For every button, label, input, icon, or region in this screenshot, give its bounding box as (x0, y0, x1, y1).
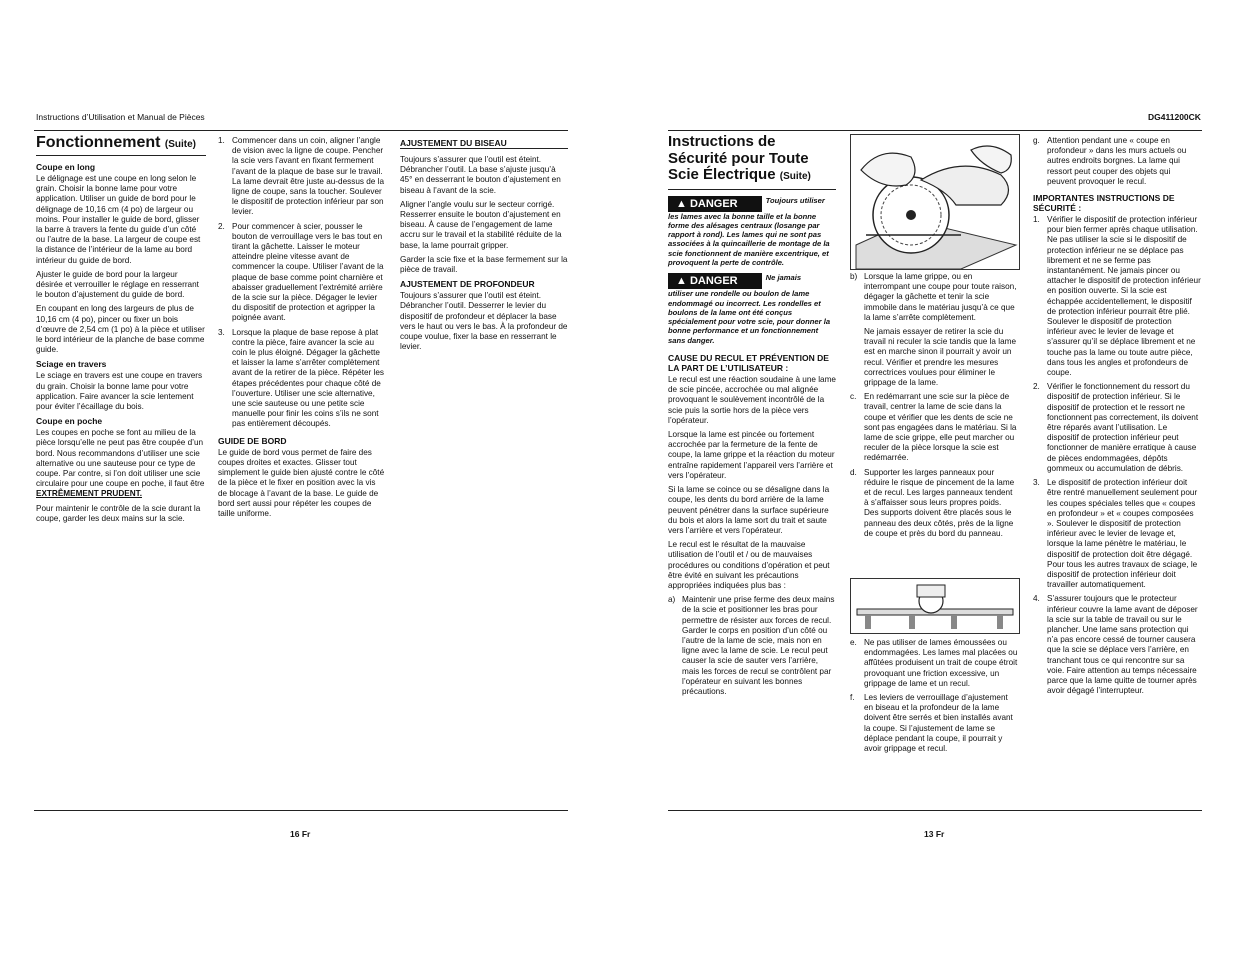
heading-sciage-en-travers: Sciage en travers (36, 359, 107, 370)
paragraph: Le recul est une réaction soudaine à une lame de scie pincée, accrochée ou mal alignée provoquant le soulèvement incontrôlé de la scie puis la sortie hors de la pièce vers l’opérateur. (668, 375, 836, 425)
danger-notice-1: ▲ DANGER Toujours utiliser les lames avec la bonne taille et la bonne forme des alésages centraux (losange par rapport à rond). Les lames qui ne sont pas associées à la quincaillerie de montage de la scie fonctionnent de manière excentrique, et provoquent la perte de contrôle. (668, 195, 830, 267)
list-item: a) Maintenir une prise ferme des deux mains de la scie et positionner les bras pour permettre de résister aux forces de recul. Garder le corps en position d’un côté ou l’autre de la lame de scie, mais non en ligne avec la lame de scie. Le recul peut causer la scie de sauter vers l’arrière, mais les forces de recul se contrôlent par l’opérateur en suivant les bonnes précautions. (668, 595, 835, 696)
heading-coupe-en-long: Coupe en long (36, 162, 96, 172)
right-col-3 (1033, 136, 1201, 700)
list-item: f. Les leviers de verrouillage d’ajustement en biseau et la profondeur de la lame doivent être serrés et bien installés avant la coupe. Si l’ajustement de lame se déplace pendant la coupe, il pourrait y avoir grippage et recul. (850, 693, 1013, 754)
paragraph: Toujours s’assurer que l’outil est éteint. Débrancher l’outil. La base s’ajuste jusqu’à 45° en desserrant le bouton d’ajustement en biseau à l’avant de la scie. (400, 155, 561, 195)
paragraph: En coupant en long des largeurs de plus de 10,16 cm (4 po), pincer ou fixer un bois d’œuvre de 2,54 cm (1 po) à la pièce et utiliser le bord intérieur de la planche de base comme guide. (36, 304, 205, 355)
list-item: 4. S’assurer toujours que le protecteur inférieur couvre la lame avant de déposer la scie sur la table de travail ou sur le plancher. Une lame sans protection qui n’a pas encore cessé de tourner causera que la scie se déplace vers l’arrière, en tranchant tous ce qui rencontre sur sa voie. Faire attention au temps nécessaire parce que la lame quitte de tourner après avoir dégagé l’interrupteur. (1033, 594, 1198, 696)
heading-guide-de-bord: GUIDE DE BORD (218, 435, 287, 446)
list-item: c. En redémarrant une scie sur la pièce de travail, centrer la lame de scie dans la coupe et vérifier que les dents de scie ne sont pas engagées dans le matériau. Si la lame de scie grippe, elle peut marcher ou reculer de la pièce lorsque la scie est redémarrée. (850, 392, 1017, 463)
list-item: 3. Lorsque la plaque de base repose à plat contre la pièce, faire avancer la scie au coin le plus éloigné. Dégager la gâchette et laisser la lame s’arrêter complètement avant de la retirer de la pièce. Répéter les étapes précédentes pour chaque côté de l’ouverture. Utiliser une scie alternative, une scie sauteuse ou une petite scie manuelle pour finir les coins s’ils ne sont pas entièrement découpés. (218, 327, 385, 429)
heading-recul: CAUSE DU RECUL ET PRÉVENTION DE LA PART DE L’UTILISATEUR : (668, 353, 829, 374)
section-title: Fonctionnement (Suite) (36, 134, 196, 151)
left-col-1 (36, 134, 206, 528)
danger-label: ▲ DANGER (668, 196, 762, 212)
paragraph: Le délignage est une coupe en long selon le grain. Choisir la bonne lame pour votre application. Utiliser un guide de bord pour le délignage de 10,16 cm (4 po) de largeur ou moins. Pour installer le guide de bord, glisser la barre à travers la fente du guide d’un côté ou l’autre de la base. La largeur de coupe est la distance de l’intérieur de la lame au bord intérieur du guide de bord. (36, 174, 201, 265)
page-number-right: 13 Fr (924, 829, 945, 839)
list-item: 3. Le dispositif de protection inférieur doit être rentré manuellement seulement pour les coupes spéciales telles que « coupes en profondeur » et « coupes composées ». Soulever le dispositif de protection inférieur avec le levier de levage et, lorsque la lame pénètre le matériau, le dispositif de protection doit être dégagé. Pour tous les autres travaux de sciage, le dispositif de protection inférieur doit travailler automatiquement. (1033, 478, 1198, 590)
right-col-2 (850, 272, 1018, 543)
paragraph: Le recul est le résultat de la mauvaise utilisation de l’outil et / ou de mauvaises procédures ou conditions d’opération et peut être évité en suivant les précautions appropriées indiquées plus bas : (668, 540, 830, 590)
heading-profondeur: AJUSTEMENT DE PROFONDEUR (400, 279, 535, 290)
steps-list (218, 136, 386, 430)
paragraph: Si la lame se coince ou se désaligne dans la coupe, les dents du bord arrière de la lame peuvent pénétrer dans la surface supérieure du bois et alors la lame sort du trait et saute vers l’arrière et vers l’opérateur. (668, 485, 830, 535)
list-item: 1. Commencer dans un coin, aligner l’angle de vision avec la ligne de coupe. Pencher la scie vers l’avant en fixant fermement l’avant de la plaque de base sur le travail. La lame devrait être juste au-dessus de la ligne de coupe, sans la toucher. Soulever le dispositif de protection inférieur par son levier. (218, 136, 385, 217)
paragraph: Lorsque la lame est pincée ou fortement accrochée par la fermeture de la fente de coupe, la lame grippe et la réaction du moteur entraîne rapidement l’appareil vers l’arrière et vers l’opérateur. (668, 430, 835, 480)
heading-importantes: IMPORTANTES INSTRUCTIONS DE SÉCURITÉ : (1033, 193, 1175, 214)
left-col-3 (400, 134, 568, 356)
document-title: Instructions d’Utilisation et Manual de Pièces (36, 112, 205, 122)
heading-coupe-en-poche: Coupe en poche (36, 416, 103, 427)
model-number: DG411200CK (1148, 112, 1201, 122)
list-item: b) Lorsque la lame grippe, ou en interrompant une coupe pour toute raison, dégager la gâchette et tenir la scie immobile dans le matériau jusqu’à ce que la lame s’arrête complètement. Ne jamais essayer de retirer la scie du travail ni reculer la scie tandis que la lame est en marche sinon il pourrait y avoir un recul. Vérifier et prendre les mesures correctrices voulues pour éliminer le grippage de la lame. (850, 272, 1017, 388)
paragraph: Garder la scie fixe et la base fermement sur la pièce de travail. (400, 254, 568, 275)
list-item: 1. Vérifier le dispositif de protection inférieur pour bien fermer après chaque utilisation. Ne pas utiliser la scie si le dispositif de protection inférieur ne se déplace pas librement et ne se ferme pas instantanément. Ne jamais pincer ou attacher le dispositif de protection inférieur en position ouverte. Si la scie est échappée accidentellement, le dispositif de protection inférieur pourrait être plié. Soulever le dispositif de protection inférieur avec le levier de levage et s’assurer qu’il se déplace librement et ne touche pas la lame ou toute autre pièce, dans tous les angles et profondeurs de coupe. (1033, 215, 1201, 378)
danger-label: ▲ DANGER (668, 273, 762, 289)
paragraph: Le guide de bord vous permet de faire des coupes droites et exactes. Glisser tout simplement le guide bien ajusté contre le côté de la pièce et le fixer en position avec la vis de blocage à l’avant de la base. Le guide de bord sert aussi pour répéter les coupes de taille uniforme. (218, 447, 385, 518)
list-item: g. Attention pendant une « coupe en profondeur » dans les murs actuels ou autres endroits borgnes. La lame qui ressort peut couper des objets qui peuvent provoquer le recul. (1033, 136, 1187, 186)
list-item: 2. Vérifier le fonctionnement du ressort du dispositif de protection inférieur. Si le dispositif de protection et le ressort ne fonctionnent pas correctement, ils doivent être réparés avant l’utilisation. Le dispositif de protection inférieur peut fonctionner de manière erratique à cause de pièces endommagées, dépôts gommeux ou accumulation de débris. (1033, 382, 1199, 473)
paragraph: Pour maintenir le contrôle de la scie durant la coupe, garder les deux mains sur la scie. (36, 503, 201, 523)
precautions-list-2 (850, 638, 1018, 754)
left-col-2 (218, 136, 386, 523)
panel-support-icon (851, 579, 1019, 633)
paragraph: Aligner l’angle voulu sur le secteur corrigé. Resserrer ensuite le bouton d’ajustement en biseau. À cause de l’engagement de lame accru sur le travail et la stabilité réduite de la base, la lame pourrait gripper. (400, 199, 562, 250)
right-col-2b (850, 638, 1018, 758)
left-top-rule (34, 130, 568, 131)
right-col-1 (668, 134, 836, 701)
paragraph: Le sciage en travers est une coupe en travers du grain. Choisir la bonne lame pour votre application. Faire avancer la scie lentement pour éviter l’écaillage du bois. (36, 371, 203, 412)
danger-notice-2: ▲ DANGER Ne jamais utiliser une rondelle ou boulon de lame endommagé ou incorrect. Les rondelles et boulons de la lame ont été conçus spécialement pour votre scie, pour donner la bonne performance et un fonctionnement sans danger. (668, 273, 831, 345)
paragraph: Ajuster le guide de bord pour la largeur désirée et verrouiller le réglage en resserrant le bouton d’ajustement du guide de bord. (36, 269, 199, 300)
list-item: e. Ne pas utiliser de lames émoussées ou endommagées. Les lames mal placées ou affûtées produisent un trait de coupe étroit provoquant une friction excessive, un grippage de lame et un recul. (850, 638, 1018, 688)
paragraph: Toujours s’assurer que l’outil est éteint. Débrancher l’outil. Desserrer le levier du dispositif de profondeur et déplacer la base vers le haut ou vers le bas. À la profondeur de coupe voulue, fixer la base en resserrant le levier. (400, 291, 568, 352)
important-list (1033, 215, 1201, 696)
precautions-list (850, 272, 1018, 539)
section-title: Instructions de Sécurité pour Toute Scie Électrique (Suite) (668, 133, 811, 183)
panel-support-illustration (850, 578, 1020, 634)
paragraph: Les coupes en poche se font au milieu de la pièce lorsqu’elle ne peut pas être coupée d’un bord. Nous recommandons d’utiliser une scie alternative ou une sauteuse pour ce type de coupe. Par contre, si l’on doit utiliser une scie circulaire pour une coupe en poche, il faut être EXTRÊMEMENT PRUDENT. (36, 428, 205, 499)
list-item: 2. Pour commencer à scier, pousser le bouton de verrouillage vers le bas tout en tirant la gâchette. Laisser le moteur atteindre pleine vitesse avant de commencer la coupe. Utiliser l’avant de la plaque de base comme point charnière et abaisser graduellement l’extrémité arrière de la scie sur la pièce. Dégager le levier du dispositif de protection et agripper la poignée avant. (218, 221, 384, 323)
page-number-left: 16 Fr (290, 829, 311, 839)
circular-saw-icon (851, 135, 1019, 269)
left-bottom-rule (34, 810, 568, 811)
right-bottom-rule (668, 810, 1202, 811)
emphasis-text: EXTRÊMEMENT PRUDENT. (36, 489, 142, 499)
heading-biseau: AJUSTEMENT DU BISEAU (400, 138, 507, 148)
right-top-rule (668, 130, 1202, 131)
saw-hands-illustration (850, 134, 1020, 270)
list-item: d. Supporter les larges panneaux pour réduire le risque de pincement de la lame et de recul. Les larges panneaux tendent à s’affaisser sous leurs propres poids. Des supports doivent être placés sous le panneau des deux côtés, près de la ligne de coupe et près du bord du panneau. (850, 467, 1015, 538)
